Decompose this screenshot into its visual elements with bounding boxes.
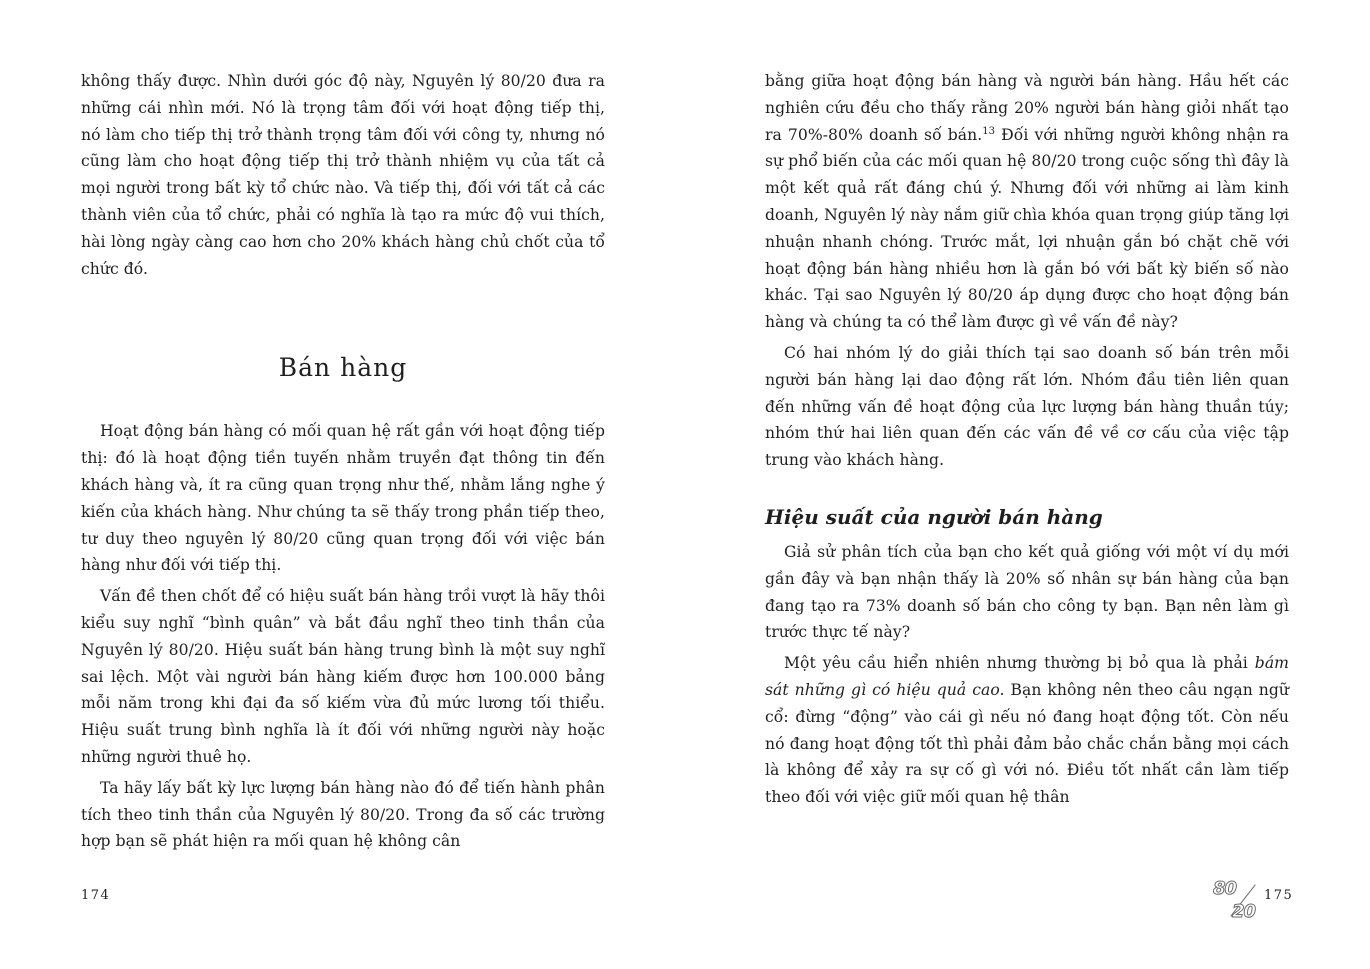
footnote-reference: 13 [982,125,996,137]
page-number-right: 175 [1264,888,1294,903]
emphasis-text: bám sát những gì có hiệu quả cao. [765,654,1289,699]
paragraph-text: bằng giữa hoạt động bán hàng và người bán hàng. Hầu hết các nghiên cứu đều cho thấy rằng 20% người bán hàng giỏi nhất tạo ra 70%-80% doanh số bán. [765,72,1289,144]
paragraph: Vấn đề then chốt để có hiệu suất bán hàng trồi vượt là hãy thôi kiểu suy nghĩ “bình quân” và bắt đầu nghĩ theo tinh thần của Nguyên lý 80/20. Hiệu suất bán hàng trung bình là một suy nghĩ sai lệch. Một vài người bán hàng kiếm được hơn 100.000 bảng mỗi năm trong khi đại đa số kiếm vừa đủ mức lương tối thiểu. Hiệu suất trung bình nghĩa là ít đối với những người này hoặc những người thuê họ. [81,587,605,766]
paragraph: Có hai nhóm lý do giải thích tại sao doanh số bán trên mỗi người bán hàng lại dao động rất lớn. Nhóm đầu tiên liên quan đến những vấn đề hoạt động của lực lượng bán hàng thuần túy; nhóm thứ hai liên quan đến các vấn đề về cơ cấu của việc tập trung vào khách hàng. [765,343,1289,470]
left-text-column [81,68,605,855]
logo-number-top: 80 [1213,878,1237,899]
paragraph-intro: không thấy được. Nhìn dưới góc độ này, Nguyên lý 80/20 đưa ra những cái nhìn mới. Nó là trọng tâm đối với hoạt động tiếp thị, nó làm cho tiếp thị trở thành trọng tâm đối với công ty, nhưng nó cũng làm cho hoạt động tiếp thị trở thành nhiệm vụ của tất cả mọi người trong bất kỳ tổ chức nào. Và tiếp thị, đối với tất cả các thành viên của tổ chức, phải có nghĩa là tạo ra mức độ vui thích, hài lòng ngày càng cao hơn cho 20% khách hàng chủ chốt của tổ chức đó. [81,72,605,278]
paragraph-text: Một yêu cầu hiển nhiên nhưng thường bị bỏ qua là phải [784,654,1255,673]
paragraph: Hoạt động bán hàng có mối quan hệ rất gần với hoạt động tiếp thị: đó là hoạt động tiền tuyến nhằm truyền đạt thông tin đến khách hàng và, ít ra cũng quan trọng như thế, nhằm lắng nghe ý kiến của khách hàng. Như chúng ta sẽ thấy trong phần tiếp theo, tư duy theo nguyên lý 80/20 cũng quan trọng đối với việc bán hàng như đối với tiếp thị. [81,422,605,575]
page-number-left: 174 [81,888,111,903]
book-logo-icon [1213,878,1263,924]
paragraph-text: Bạn không nên theo câu ngạn ngữ cổ: đừng “động” vào cái gì nếu nó đang hoạt động tốt. Còn nếu nó đang hoạt động tốt thì phải đảm bảo chắc chắn bằng mọi cách là không để xảy ra sự cố gì với nó. Điều tốt nhất cần làm tiếp theo đối với việc giữ mối quan hệ thân [765,680,1290,807]
paragraph [765,650,1289,811]
paragraph: Ta hãy lấy bất kỳ lực lượng bán hàng nào đó để tiến hành phân tích theo tinh thần của Nguyên lý 80/20. Trong đa số các trường hợp bạn sẽ phát hiện ra mối quan hệ không cân [81,778,605,851]
paragraph: Giả sử phân tích của bạn cho kết quả giống với một ví dụ mới gần đây và bạn nhận thấy là 20% số nhân sự bán hàng của bạn đang tạo ra 73% doanh số bán cho công ty bạn. Bạn nên làm gì trước thực tế này? [765,542,1289,642]
subsection-title: Hiệu suất của người bán hàng [765,504,1103,529]
paragraph-continued [765,68,1289,336]
section-title: Bán hàng [278,353,408,383]
right-page [685,0,1370,969]
logo-number-bottom: 20 [1232,901,1256,922]
right-text-column [765,68,1289,811]
paragraph-text: Đối với những người không nhận ra sự phổ biến của các mối quan hệ 80/20 trong cuộc sống thì đây là một kết quả rất đáng chú ý. Nhưng đối với những ai làm kinh doanh, Nguyên lý này nắm giữ chìa khóa quan trọng giúp tăng lợi nhuận nhanh chóng. Trước mắt, lợi nhuận gắn bó chặt chẽ với hoạt động bán hàng nhiều hơn là gắn bó với bất kỳ biến số nào khác. Tại sao Nguyên lý 80/20 áp dụng được cho hoạt động bán hàng và chúng ta có thể làm được gì về vấn đề này? [765,125,1289,332]
